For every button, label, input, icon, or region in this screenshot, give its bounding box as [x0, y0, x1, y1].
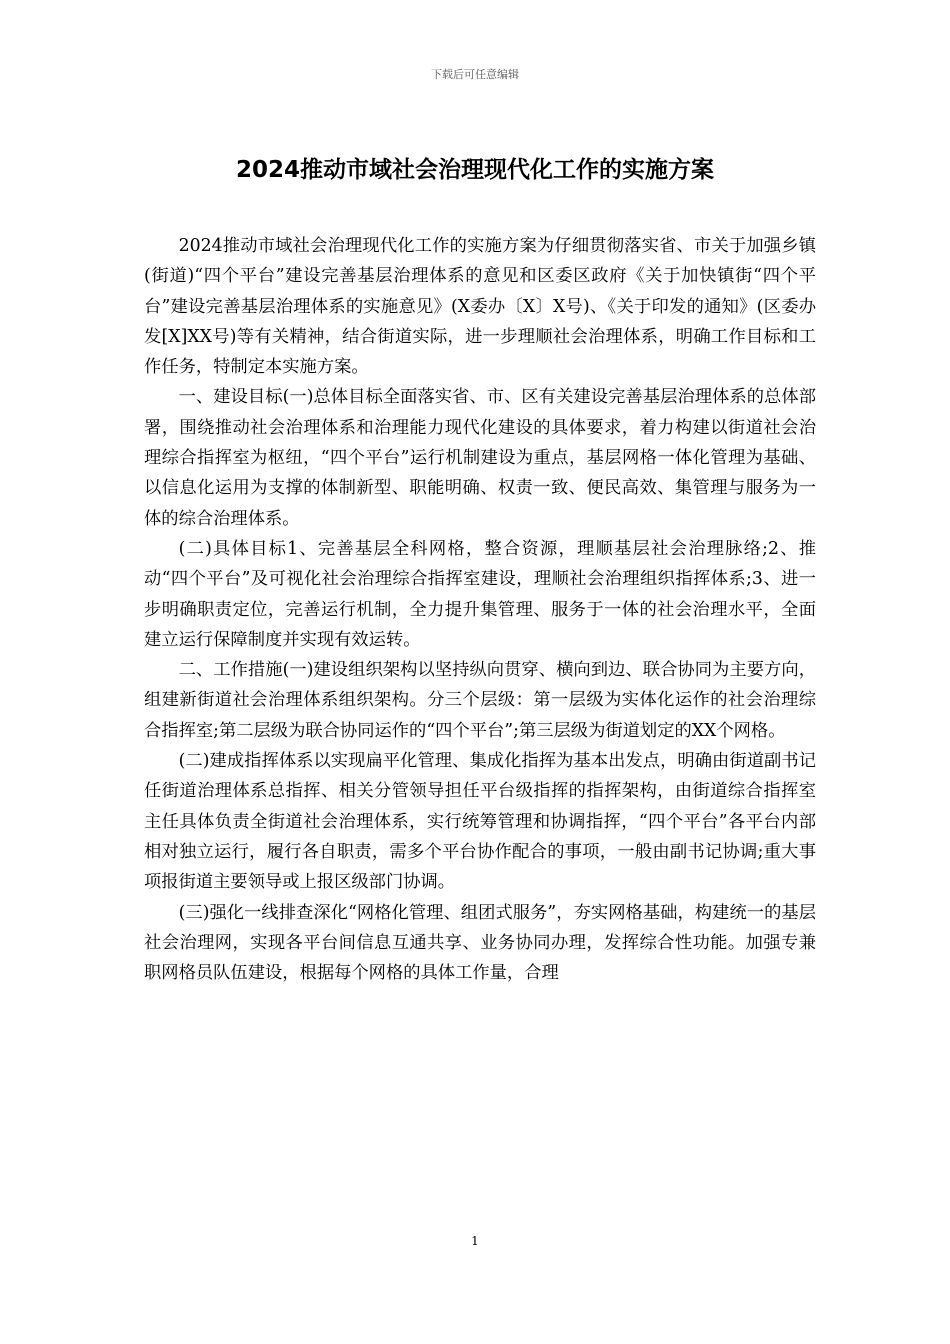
document-title: 2024推动市域社会治理现代化工作的实施方案 [235, 157, 714, 183]
document-body [144, 231, 816, 988]
paragraph-measures-command: (二)建成指挥体系以实现扁平化管理、集成化指挥为基本出发点，明确由街道副书记任街道治理体系总指挥、相关分管领导担任平台级指挥的指挥架构，由街道综合指挥室主任具体负责全街道社会治理体系，实行统筹管理和协调指挥，“四个平台”各平台内部相对独立运行，履行各自职责，需多个平台协作配合的事项，一般由副书记协调;重大事项报街道主要领导或上报区级部门协调。 [144, 751, 816, 893]
paragraph-measures-structure: 二、工作措施(一)建设组织架构以坚持纵向贯穿、横向到边、联合协同为主要方向，组建新街道社会治理体系组织架构。分三个层级：第一层级为实体化运作的社会治理综合指挥室;第二层级为联合协同运作的“四个平台”;第三层级为街道划定的XX个网格。 [144, 660, 816, 741]
page-number: 1 [471, 1234, 479, 1248]
paragraph-goals-specific: (二)具体目标1、完善基层全科网格，整合资源，理顺基层社会治理脉络;2、推动“四个平台”及可视化社会治理综合指挥室建设，理顺社会治理组织指挥体系;3、进一步明确职责定位，完善运行机制，全力提升集管理、服务于一体的社会治理水平，全面建立运行保障制度并实现有效运转。 [144, 538, 816, 650]
paragraph-measures-frontline: (三)强化一线排查深化“网格化管理、组团式服务”，夯实网格基础，构建统一的基层社会治理网，实现各平台间信息互通共享、业务协同办理，发挥综合性功能。加强专兼职网格员队伍建设，根据每个网格的具体工作量，合理 [144, 902, 816, 984]
header-note: 下载后可任意编辑 [431, 68, 519, 81]
paragraph-goals-overall: 一、建设目标(一)总体目标全面落实省、市、区有关建设完善基层治理体系的总体部署，围绕推动社会治理体系和治理能力现代化建设的具体要求，着力构建以街道社会治理综合指挥室为枢纽，“四个平台”运行机制建设为重点，基层网格一体化管理为基础、以信息化运用为支撑的体制新型、职能明确、权责一致、便民高效、集管理与服务为一体的综合治理体系。 [144, 387, 816, 529]
paragraph-intro: 2024推动市域社会治理现代化工作的实施方案为仔细贯彻落实省、市关于加强乡镇(街道)“四个平台”建设完善基层治理体系的意见和区委区政府《关于加快镇街“四个平台”建设完善基层治理体系的实施意见》(X委办〔X〕X号)、《关于印发的通知》(区委办发[X]XX号)等有关精神，结合街道实际，进一步理顺社会治理体系，明确工作目标和工作任务，特制定本实施方案。 [144, 236, 816, 378]
